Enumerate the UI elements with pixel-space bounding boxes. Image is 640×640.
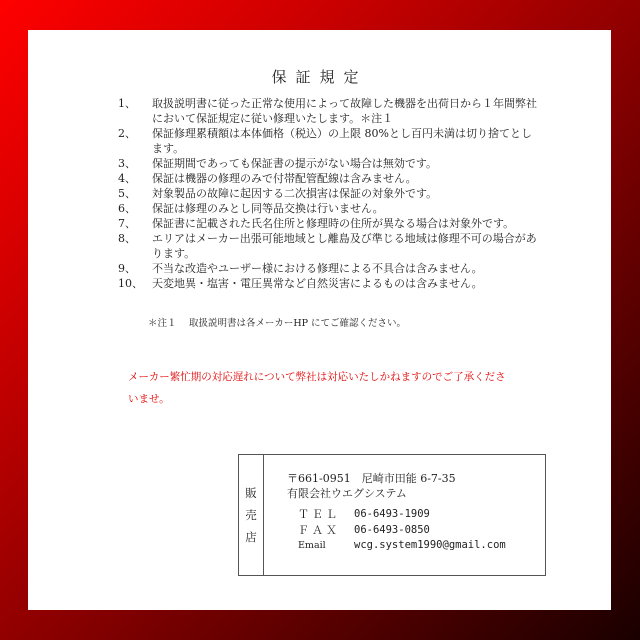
list-item: 9、 不当な改造やユーザー様における修理による不具合は含みません。 [118,262,483,275]
seller-address: 〒661-0951 尼崎市田能 6-7-35 [287,472,456,485]
terms-list [118,96,538,291]
contact-email: Email wcg.system1990@gmail.com [298,539,506,551]
list-item: 6、 保証は修理のみとし同等品交換は行いません。 [118,202,384,215]
footnote: ＊注１ 取扱説明書は各メーカーHP にてご確認ください。 [148,318,407,329]
page-title: 保証規定 [271,68,368,86]
seller-info [264,455,545,575]
busy-season-warning: メーカー繁忙期の対応遅れについて弊社は対応いたしかねますのでご了承くださいませ。 [128,371,506,405]
list-item: 4、 保証は機器の修理のみで付帯配管配線は含みません。 [118,172,417,185]
list-item: 8、 エリアはメーカー出張可能地域とし離島及び準じる地域は修理不可の場合があります。 [118,232,537,260]
seller-box [238,454,546,576]
list-item: 1、 取扱説明書に従った正常な使用によって故障した機器を出荷日から１年間弊社において保証規定に従い修理いたします。＊注１ [118,97,537,125]
seller-company: 有限会社ウエグシステム [287,487,407,500]
contact-tel: ＴＥＬ 06-6493-1909 [298,508,430,521]
list-item: 2、 保証修理累積額は本体価格（税込）の上限 80%とし百円未満は切り捨てとします。 [118,127,532,155]
list-item: 5、 対象製品の故障に起因する二次損害は保証の対象外です。 [118,187,438,200]
list-item: 3、 保証期間であっても保証書の提示がない場合は無効です。 [118,157,438,170]
list-item: 7、 保証書に記載された氏名住所と修理時の住所が異なる場合は対象外です。 [118,217,515,230]
list-item: 10、 天変地異・塩害・電圧異常など自然災害によるものは含みません。 [118,277,483,290]
contact-fax: ＦＡＸ 06-6493-0850 [298,523,430,537]
seller-contacts [298,507,545,554]
warranty-sheet [28,30,611,610]
seller-label: 販 売 店 [239,455,264,575]
